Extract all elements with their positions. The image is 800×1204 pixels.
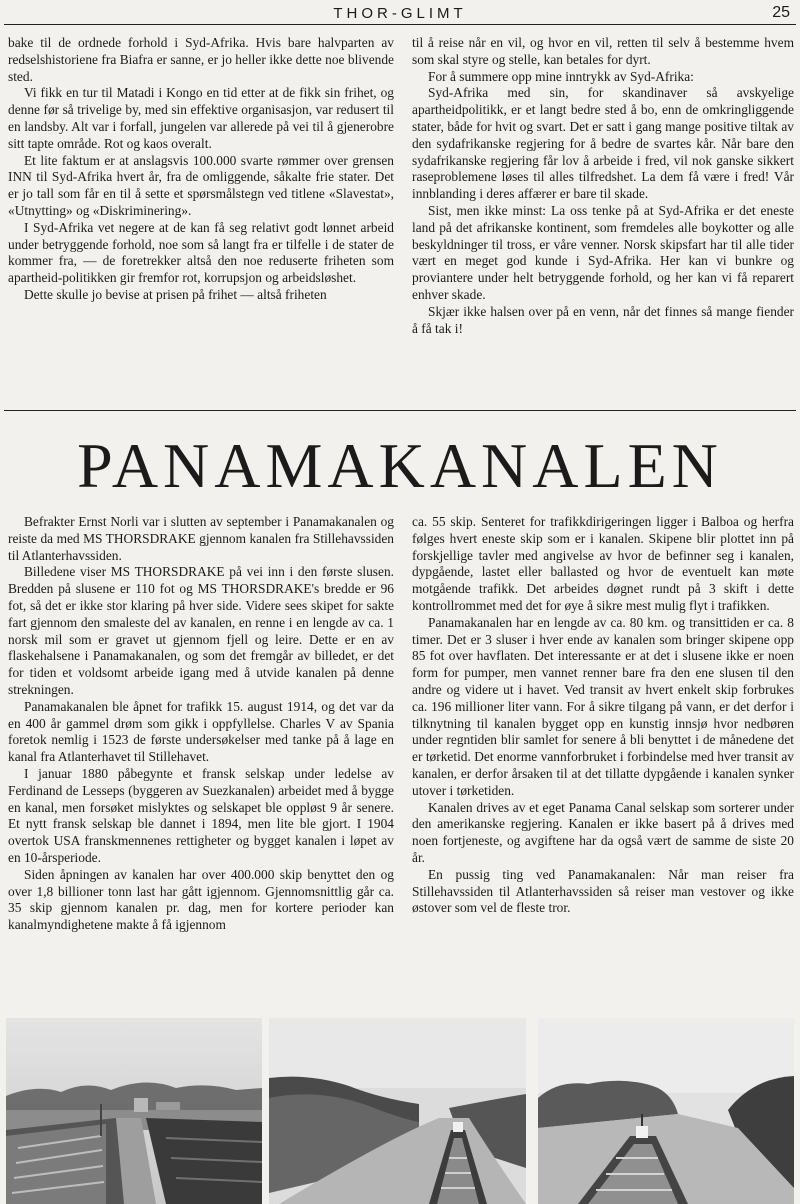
article-left-column — [8, 514, 394, 934]
paragraph: Befrakter Ernst Norli var i slutten av september i Panamakanalen og reiste da med MS THORSDRAKE gjennom kanalen fra Stillehavssiden til Atlanterhavssiden. — [8, 514, 394, 563]
section-divider — [4, 410, 796, 411]
paragraph: til å reise når en vil, og hvor en vil, retten til selv å bestemme hvem som skal styre og stelle, kan betales for dyrt. — [412, 35, 794, 67]
header-rule — [4, 24, 796, 25]
paragraph: Kanalen drives av et eget Panama Canal selskap som sorterer under den amerikanske regjering. Kanalen er ikke basert på å drives med noen fortjeneste, og avgiftene har da også vært de samme de siste 20 år. — [412, 799, 794, 865]
article-right-column — [412, 514, 794, 917]
paragraph: ca. 55 skip. Senteret for trafikkdirigeringen ligger i Balboa og herfra følges hvert eneste skip som er i kanalen. Skipene blir plottet inn på forskjellige tavler med angivelse av hvor de befinner seg i kanalen, dypgående, lastet eller ballasted og hvor de eventuelt kan møte motgående trafikk. Det arbeides døgnet rundt på 3 skift i dette kontrollrommet med det for øye å sikre mest mulig flyt i trafikken. — [412, 514, 794, 613]
paragraph: For å summere opp mine inntrykk av Syd-Afrika: — [428, 68, 694, 84]
paragraph: En pussig ting ved Panamakanalen: Når man reiser fra Stillehavssiden til Atlanterhavssiden så reiser man vestover og ikke østover som vel de fleste tror. — [412, 866, 794, 916]
photo-strip — [6, 1018, 794, 1204]
paragraph: Syd-Afrika med sin, for skandinaver så avskyelige apartheidpolitikk, er et langt bedre sted å bo, enn de omkringliggende stater, både for hvit og svart. Det er satt i gang mange positive tiltak av den sydafrikanske regjering for å bedre de svartes kår. Når bare den sydafrikanske regjering får lov å arbeide i fred, vil nok ganske sikkert raseproblemene løses til alles tilfredshet. La dem få være i fred! Vår innblanding i deres affærer er bare til skade. — [412, 85, 794, 202]
magazine-title: THOR-GLIMT — [333, 5, 467, 22]
paragraph: Panamakanalen har en lengde av ca. 80 km. og transittiden er ca. 8 timer. Det er 3 sluser i hver ende av kanalen som bringer skipene opp 85 fot over havflaten. Det interessante er at det i slusene ikke er noen form for pumper, men vannet renner bare fra den ene slusen til den andre og videre ut i havet. Ved transit av hvert enkelt skip forbrukes ca. 196 millioner liter vann. For å sikre tilgang på vann, er det derfor i tilknytning til kanalen bygget opp en kunstig innsjø hvor nedbøren under regntiden blir samlet for senere å bli benyttet i de månedene det er tørketid. Det enorme vannforbruket i forbindelse med hver transit av kanalen, er derfor årsaken til at det tillatte dypgående i kanalen synker utover i tørketiden. — [412, 614, 794, 798]
paragraph: Sist, men ikke minst: La oss tenke på at Syd-Afrika er det eneste land på det afrikanske kontinent, som fremdeles alle boykotter og alle beskyldninger til tross, er våre venner. Norsk skipsfart har til alle tider vært en meget god kunde i Syd-Afrika. Her kan vi bunkre og proviantere under helt betryggende forhold, og her kan vi få reparert enhver skade. — [412, 202, 794, 302]
page-header — [0, 0, 800, 26]
paragraph: bake til de ordnede forhold i Syd-Afrika. Hvis bare halvparten av redselshistoriene fra Biafra er sanne, er jo heller ikke dette noe blivende sted. — [8, 35, 394, 84]
page-number: 25 — [772, 4, 790, 21]
photo-ship-in-narrow-cut — [269, 1018, 526, 1204]
paragraph: Siden åpningen av kanalen har over 400.000 skip benyttet den og over 1,8 billioner tonn last har gått igjennom. Gjennomsnittlig går ca. 35 skip gjennom kanalen pr. dag, men for kortere perioder kan kanalmyndighetene makte å få igjennom — [8, 866, 394, 933]
paragraph: I januar 1880 påbegynte et fransk selskap under ledelse av Ferdinand de Lesseps (byggeren av Suezkanalen) arbeidet med å bygge en kanal, men forsøket mislyktes og selskapet ble oppløst 9 år senere. Et nytt fransk selskap ble dannet i 1894, men lite ble gjort. I 1904 overtok USA franskmennenes rettigheter og bygget kanalen i løpet av en 10-årsperiode. — [8, 765, 394, 865]
paragraph: Vi fikk en tur til Matadi i Kongo en tid etter at de fikk sin frihet, og denne før så trivelige by, med sin effektive organisasjon, var redusert til en landsby. Alt var i forfall, jungelen var allerede på vei til å gjenerobre sitt tapte område. Rot og kaos overalt. — [8, 85, 394, 151]
previous-article-left-column — [8, 35, 394, 304]
photo-ship-entering-lock — [6, 1018, 262, 1204]
photo-ship-in-canal — [538, 1018, 794, 1204]
paragraph: I Syd-Afrika vet negere at de kan få seg relativt godt lønnet arbeid under betryggende forhold, noe som så langt fra er tilfelle i de stater de kommer fra, — de foretrekker altså den noe reduserte friheten som apartheid-politikken gir fremfor rot, korrupsjon og arbeidsløshet. — [8, 219, 394, 286]
paragraph: Skjær ikke halsen over på en venn, når det finnes så mange fiender å få tak i! — [412, 303, 794, 336]
paragraph: Billedene viser MS THORSDRAKE på vei inn i den første slusen. Bredden på slusene er 110 fot og MS THORSDRAKE's bredde er 96 fot, så det er ikke stor klaring på hver side. Videre sees skipet for sakte fart gjennom den smaleste del av kanalen, en renne i en lengde av ca. 1 norsk mil som er gravet ut gjennom fjell og leire. Dette er en av flaskehalsene i Panamakanalen, og som det fremgår av billedet, er det for tiden et voldsomt arbeide igang med å utvide kanalen på denne strekningen. — [8, 564, 394, 697]
previous-article-right-column — [412, 35, 794, 337]
article-headline: PANAMAKANALEN — [77, 430, 723, 501]
paragraph: Panamakanalen ble åpnet for trafikk 15. august 1914, og det var da en 400 år gammel drøm som gikk i oppfyllelse. Charles V av Spania foretok nemlig i 1523 de første undersøkelser med tanke på å lage en kanal fra Atlanterhavet til Stillehavet. — [8, 698, 394, 765]
paragraph: Dette skulle jo bevise at prisen på frihet — altså friheten — [24, 286, 327, 302]
paragraph: Et lite faktum er at anslagsvis 100.000 svarte rømmer over grensen INN til Syd-Afrika hvert år, fra de omliggende, såkalte frie stater. Det er jo tall som får en til å sette et spørsmålstegn ved titlene «Slavestat», «Utnytting» og «Diskriminering». — [8, 152, 394, 218]
